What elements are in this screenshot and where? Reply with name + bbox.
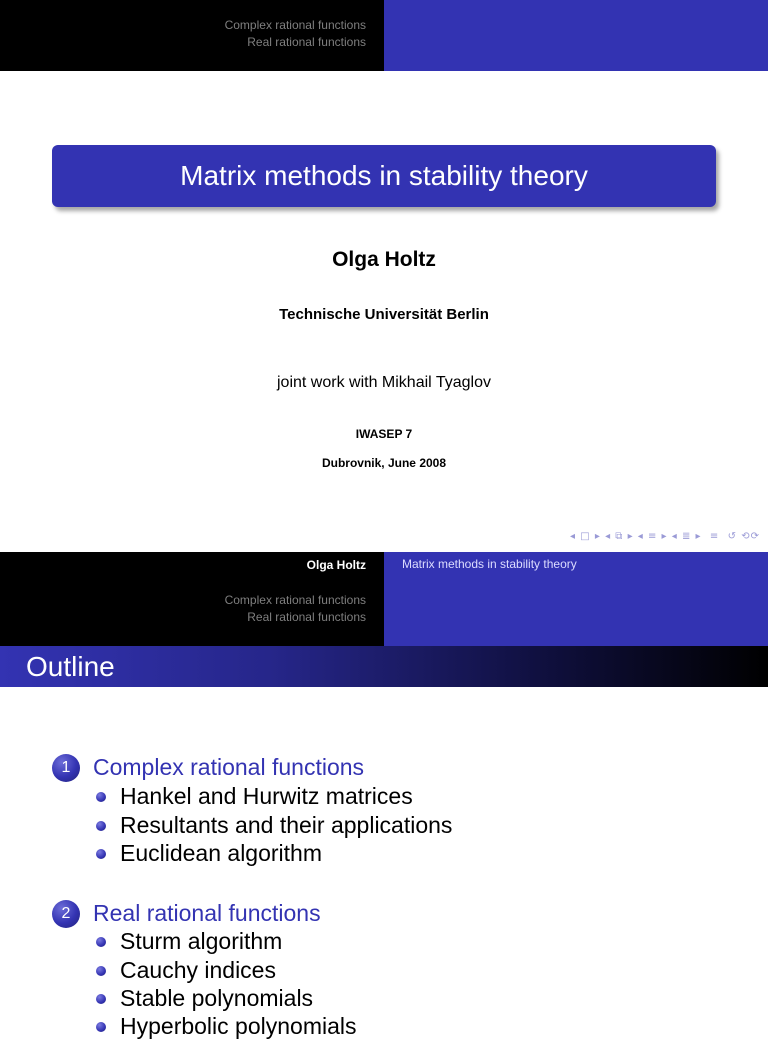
author-name: Olga Holtz bbox=[332, 248, 436, 271]
subsection-icon[interactable]: ◂ ≡ ▸ bbox=[637, 531, 668, 542]
frame-icon[interactable]: ◂ ⧉ ▸ bbox=[605, 531, 634, 542]
header-section-link[interactable]: Real rational functions bbox=[247, 610, 366, 624]
header-section-link[interactable]: Complex rational functions bbox=[224, 18, 366, 32]
outline-subsection[interactable]: Hyperbolic polynomials bbox=[120, 1013, 357, 1039]
align-icon[interactable]: ≡ bbox=[705, 531, 720, 542]
bullet-icon bbox=[96, 849, 106, 859]
outline-subsection[interactable]: Euclidean algorithm bbox=[120, 840, 323, 866]
search-icon[interactable]: ↺ bbox=[723, 531, 738, 542]
slide1-header-right bbox=[384, 0, 768, 71]
back-icon[interactable]: ⟲⟳ bbox=[741, 531, 760, 542]
event-place-date: Dubrovnik, June 2008 bbox=[321, 456, 447, 470]
slide2-header-left bbox=[0, 552, 384, 646]
collaboration-note: joint work with Mikhail Tyaglov bbox=[276, 374, 491, 391]
bullet-icon bbox=[96, 792, 106, 802]
section-icon[interactable]: ◂ ≣ ▸ bbox=[671, 531, 702, 542]
header-section-link[interactable]: Real rational functions bbox=[247, 35, 366, 49]
header-title[interactable]: Matrix methods in stability theory bbox=[402, 557, 577, 571]
section-number-badge: 2 bbox=[52, 900, 80, 928]
header-section-link[interactable]: Complex rational functions bbox=[224, 593, 366, 607]
outline-subsection[interactable]: Sturm algorithm bbox=[120, 928, 283, 954]
outline-subsection[interactable]: Hankel and Hurwitz matrices bbox=[120, 783, 413, 809]
beamer-nav-symbols[interactable] bbox=[570, 531, 760, 542]
bullet-icon bbox=[96, 821, 106, 831]
outline-section-title[interactable]: Real rational functions bbox=[93, 900, 321, 926]
slide1-header-left bbox=[0, 0, 384, 71]
outline-subsection[interactable]: Stable polynomials bbox=[120, 985, 314, 1011]
presentation-title-box bbox=[52, 145, 716, 207]
outline-section-title[interactable]: Complex rational functions bbox=[93, 754, 365, 780]
header-author[interactable]: Olga Holtz bbox=[306, 558, 366, 572]
outline-subsection[interactable]: Cauchy indices bbox=[120, 957, 276, 983]
bullet-icon bbox=[96, 937, 106, 947]
section-number-badge: 1 bbox=[52, 754, 80, 782]
slide2-header-right bbox=[384, 552, 768, 646]
outline-subsection[interactable]: Resultants and their applications bbox=[120, 812, 453, 838]
presentation-title: Matrix methods in stability theory bbox=[180, 160, 588, 191]
bullet-icon bbox=[96, 966, 106, 976]
bullet-icon bbox=[96, 994, 106, 1004]
event-name: IWASEP 7 bbox=[355, 427, 413, 441]
nav-prev-icon[interactable]: ◂ □ ▸ bbox=[570, 531, 601, 542]
frame-title: Outline bbox=[0, 646, 768, 687]
institute: Technische Universität Berlin bbox=[279, 306, 489, 323]
